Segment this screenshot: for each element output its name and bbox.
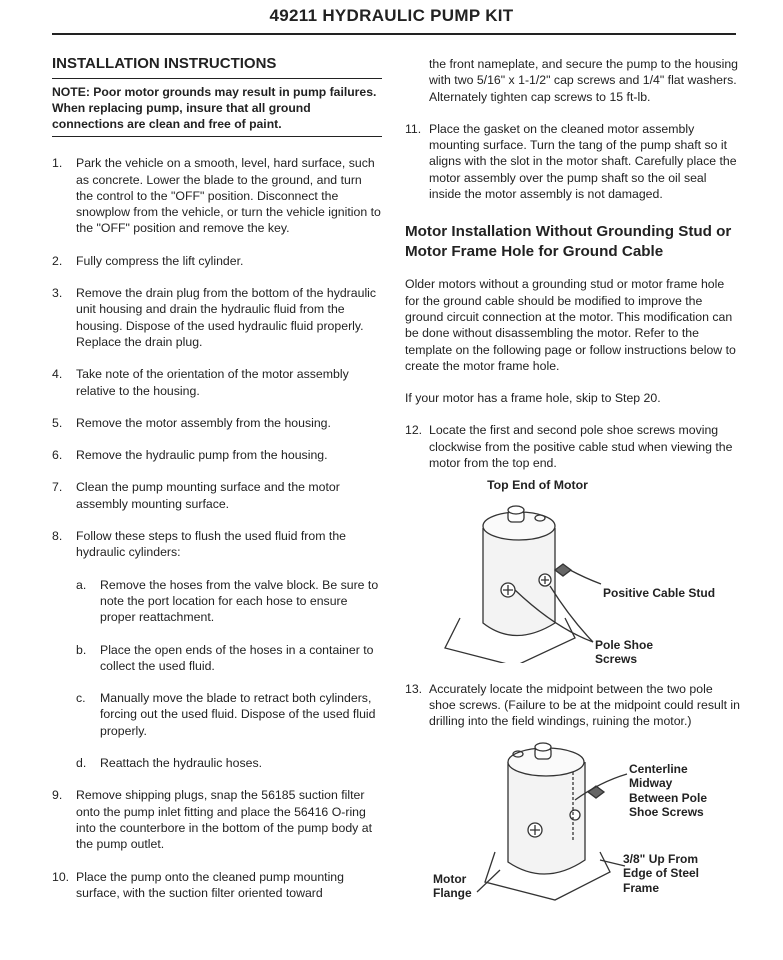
figure-1-motor-top [405, 498, 740, 667]
section-paragraph: Older motors without a grounding stud or motor frame hole for the ground cable should be modified to improve the ground circuit connection at the motor. This modification can be done without disassembling the motor. Refer to the template on the following page or follow instructions below to create the motor frame hole. [405, 277, 736, 373]
substep-text: Manually move the blade to retract both cylinders, forcing out the used fluid. Dispose of the used fluid properly. [100, 691, 376, 738]
step-num: 11. [405, 121, 422, 136]
step-10-continued: the front nameplate, and secure the pump to the housing with two 5/16" x 1-1/2" cap screws and 1/4" flat washers. Alternately tighten cap screws to 15 ft-lb. [429, 57, 738, 104]
step-text: Place the pump onto the cleaned pump mounting surface, with the suction filter oriented toward [76, 869, 344, 900]
label-three-eighths-up: 3/8" Up From Edge of Steel Frame [623, 851, 700, 895]
substep-d [76, 755, 382, 771]
step-text: Place the gasket on the cleaned motor assembly mounting surface. Turn the tang of the pump shaft so it aligns with the slot in the motor shaft. Carefully place the motor assembly over the pump shaft so the oil seal inside the motor assembly is not damaged. [429, 121, 737, 202]
step-text: Take note of the orientation of the motor assembly relative to the housing. [76, 367, 349, 398]
step-text: Park the vehicle on a smooth, level, hard surface, such as concrete. Lower the blade to the ground, and turn the control to the "OFF" position. Disconnect the snowplow from the vehicle, or turn the vehicle ignition to the "OFF" position and remove the key. [76, 156, 381, 236]
label-centerline: Centerline Midway Between Pole Shoe Screws [629, 761, 708, 820]
step-1 [52, 155, 382, 236]
substep-text: Reattach the hydraulic hoses. [100, 756, 263, 771]
step-text: Fully compress the lift cylinder. [76, 253, 244, 268]
step-num: 9. [52, 788, 63, 803]
label-positive-cable-stud: Positive Cable Stud [603, 585, 716, 600]
step-num: 1. [52, 156, 63, 171]
step-text: Clean the pump mounting surface and the motor assembly mounting surface. [76, 480, 340, 511]
substep-b [76, 642, 382, 675]
figure-2-motor-side [405, 742, 740, 902]
figure-1-title: Top End of Motor [487, 478, 588, 493]
step-num: 13. [405, 681, 423, 696]
motor-top-illustration [405, 498, 740, 663]
note-text: NOTE: Poor motor grounds may result in pump failures. When replacing pump, insure that all ground connections are clean and free of paint. [52, 84, 382, 137]
label-pole-shoe-screws: Pole Shoe Screws [595, 637, 654, 667]
page-title: 49211 HYDRAULIC PUMP KIT [269, 6, 514, 25]
step-num: 10. [52, 869, 70, 884]
step-text: Locate the first and second pole shoe screws moving clockwise from the positive cable stud when viewing the motor from the top end. [429, 423, 733, 471]
installation-heading: INSTALLATION INSTRUCTIONS [52, 55, 277, 72]
substep-num: c. [76, 691, 86, 706]
step-text: Remove the drain plug from the bottom of the hydraulic unit housing and drain the hydraulic fluid from the housing. Dispose of the used hydraulic fluid properly. Replace the drain plug. [76, 286, 377, 349]
label-motor-flange: Motor Flange [433, 871, 472, 901]
substep-num: b. [76, 642, 87, 657]
step-num: 3. [52, 286, 63, 301]
step-7 [52, 479, 382, 512]
substep-text: Place the open ends of the hoses in a container to collect the used fluid. [100, 642, 374, 673]
right-column [405, 56, 740, 902]
step-8 [52, 528, 382, 561]
substep-c [76, 690, 382, 739]
step-12 [405, 422, 740, 471]
substep-num: a. [76, 577, 87, 592]
substep-num: d. [76, 756, 87, 771]
step-11 [405, 121, 740, 202]
title-rule [52, 33, 736, 35]
substep-a [76, 577, 382, 626]
step-13 [405, 681, 740, 730]
step-2 [52, 253, 382, 269]
left-column [52, 52, 382, 917]
substep-text: Remove the hoses from the valve block. Be sure to note the port location for each hose to ensure proper reattachment. [100, 577, 379, 625]
step-5 [52, 415, 382, 431]
step-10 [52, 869, 382, 902]
step-text: Remove shipping plugs, snap the 56185 suction filter onto the pump inlet fitting and place the 56416 O-ring into the counterbore in the bottom of the pump body at the pump outlet. [76, 788, 373, 852]
step-num: 4. [52, 367, 63, 382]
step-4 [52, 366, 382, 399]
step-num: 8. [52, 529, 63, 544]
step-3 [52, 285, 382, 350]
step-num: 6. [52, 448, 63, 463]
heading-rule [52, 78, 382, 79]
step-text: Remove the hydraulic pump from the housing. [76, 448, 328, 463]
step-num: 5. [52, 415, 63, 430]
step-num: 12. [405, 423, 423, 438]
section-heading: Motor Installation Without Grounding Stud or Motor Frame Hole for Ground Cable [405, 223, 732, 261]
step-num: 7. [52, 480, 63, 495]
step-6 [52, 447, 382, 463]
step-9 [52, 787, 382, 852]
step-text: Accurately locate the midpoint between the two pole shoe screws. (Failure to be at the midpoint could result in drilling into the field windings, ruining the motor.) [429, 681, 740, 729]
step-text: Follow these steps to flush the used fluid from the hydraulic cylinders: [76, 529, 346, 560]
step-num: 2. [52, 253, 63, 268]
step-text: Remove the motor assembly from the housing. [76, 415, 331, 430]
skip-note: If your motor has a frame hole, skip to Step 20. [405, 391, 661, 406]
